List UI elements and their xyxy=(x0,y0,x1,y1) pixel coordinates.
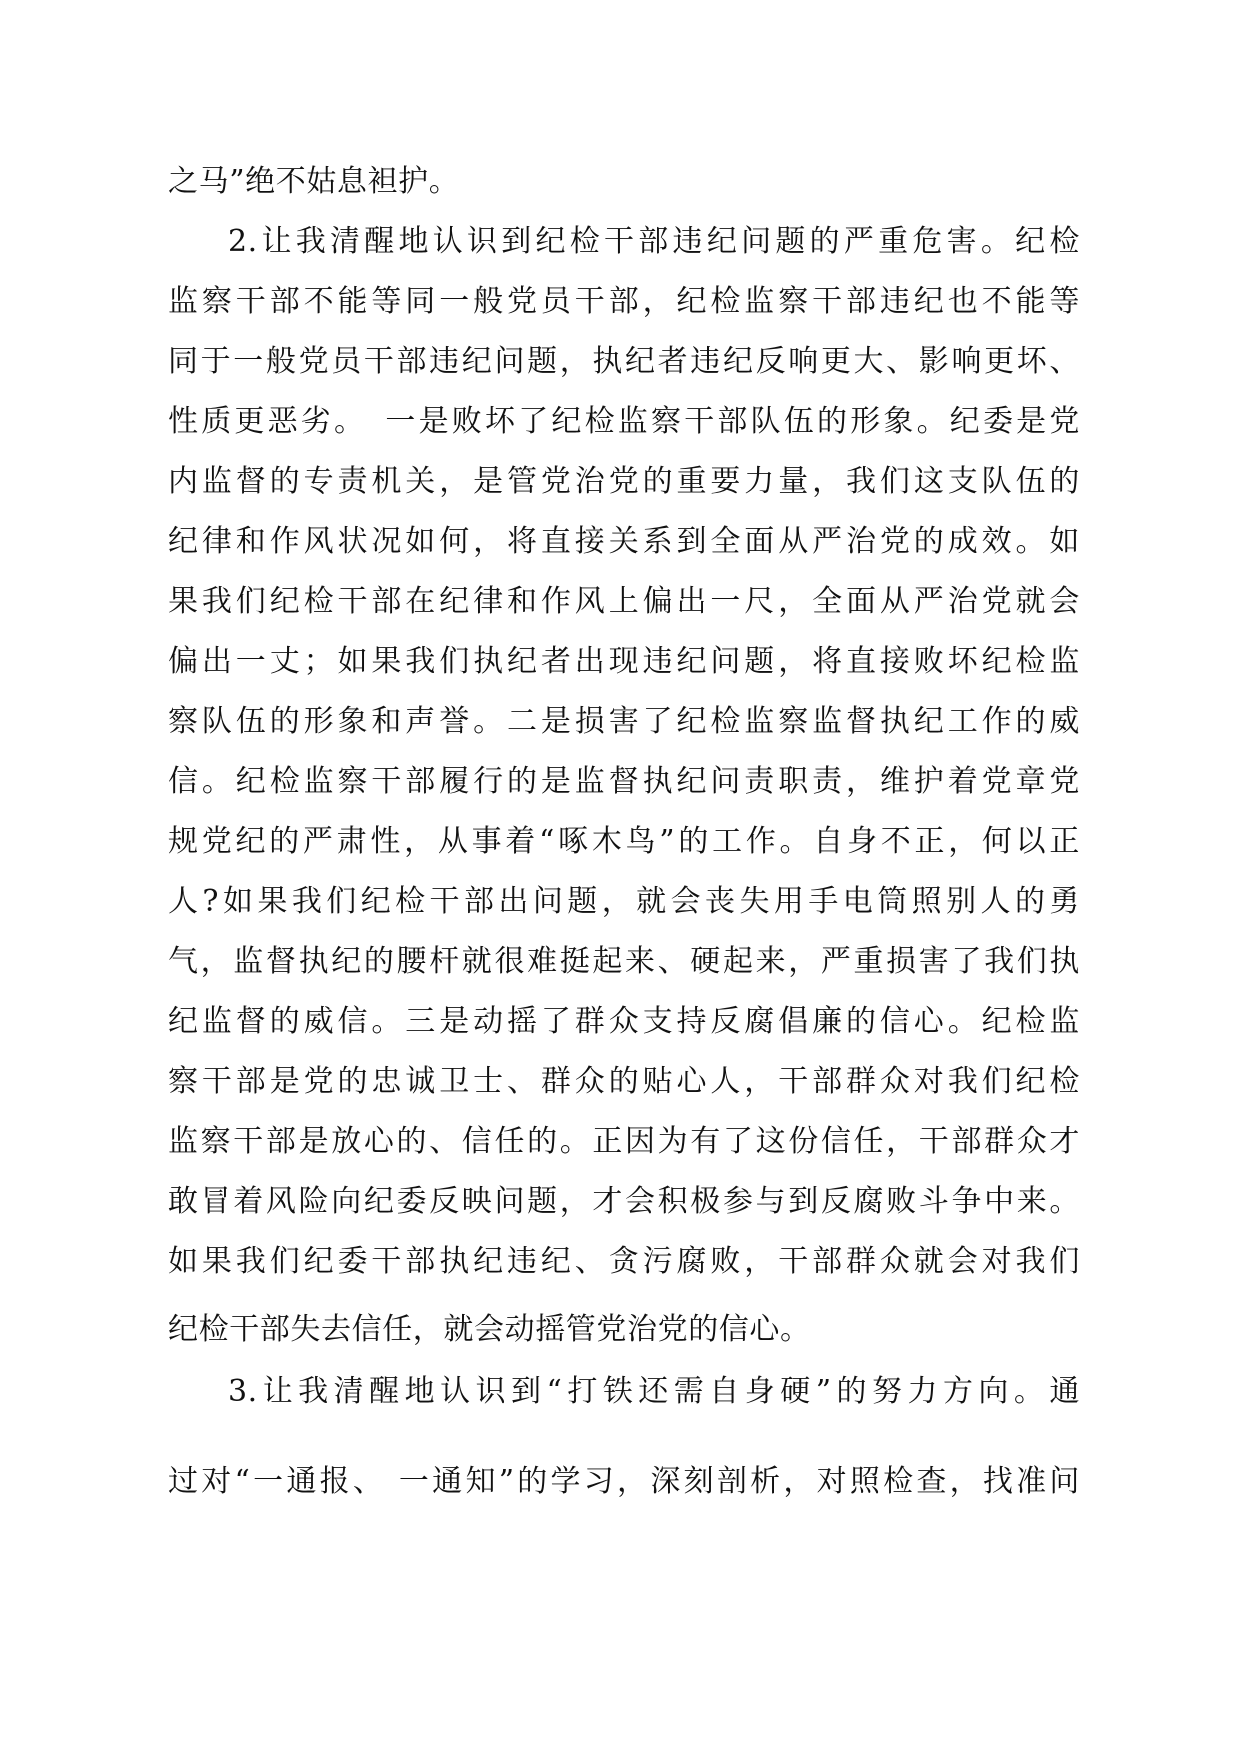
text-line-6: 内监督的专责机关，是管党治党的重要力量，我们这支队伍的 xyxy=(168,464,1080,499)
text-line-18: 敢冒着风险向纪委反映问题，才会积极参与到反腐败斗争中来。 xyxy=(168,1184,1080,1219)
text-line-2: 2.让我清醒地认识到纪检干部违纪问题的严重危害。纪检 xyxy=(228,224,1080,259)
text-line-7: 纪律和作风状况如何，将直接关系到全面从严治党的成效。如 xyxy=(168,524,1080,559)
text-line-13: 人?如果我们纪检干部出问题，就会丧失用手电筒照别人的勇 xyxy=(168,884,1080,919)
text-line-10: 察队伍的形象和声誉。二是损害了纪检监察监督执纪工作的威 xyxy=(168,704,1080,739)
text-line-9: 偏出一丈；如果我们执纪者出现违纪问题，将直接败坏纪检监 xyxy=(168,644,1080,679)
text-line-1: 之马”绝不姑息袒护。 xyxy=(168,164,460,199)
text-line-22: 过对“一通报、 一通知”的学习，深刻剖析，对照检查，找准问 xyxy=(168,1464,1080,1499)
text-line-8: 果我们纪检干部在纪律和作风上偏出一尺，全面从严治党就会 xyxy=(168,584,1080,619)
text-line-17: 监察干部是放心的、信任的。正因为有了这份信任，干部群众才 xyxy=(168,1124,1080,1159)
text-line-5: 性质更恶劣。 一是败坏了纪检监察干部队伍的形象。纪委是党 xyxy=(168,404,1080,439)
text-line-4: 同于一般党员干部违纪问题，执纪者违纪反响更大、影响更坏、 xyxy=(168,344,1080,379)
text-line-12: 规党纪的严肃性，从事着“啄木鸟”的工作。自身不正，何以正 xyxy=(168,824,1080,859)
text-line-16: 察干部是党的忠诚卫士、群众的贴心人，干部群众对我们纪检 xyxy=(168,1064,1080,1099)
text-line-14: 气，监督执纪的腰杆就很难挺起来、硬起来，严重损害了我们执 xyxy=(168,944,1080,979)
text-line-3: 监察干部不能等同一般党员干部，纪检监察干部违纪也不能等 xyxy=(168,284,1080,319)
text-line-11: 信。纪检监察干部履行的是监督执纪问责职责，维护着党章党 xyxy=(168,764,1080,799)
text-line-15: 纪监督的威信。三是动摇了群众支持反腐倡廉的信心。纪检监 xyxy=(168,1004,1080,1039)
text-line-20: 纪检干部失去信任，就会动摇管党治党的信心。 xyxy=(168,1312,811,1347)
text-line-21: 3.让我清醒地认识到“打铁还需自身硬”的努力方向。通 xyxy=(228,1374,1080,1409)
text-line-19: 如果我们纪委干部执纪违纪、贪污腐败，干部群众就会对我们 xyxy=(168,1244,1080,1279)
